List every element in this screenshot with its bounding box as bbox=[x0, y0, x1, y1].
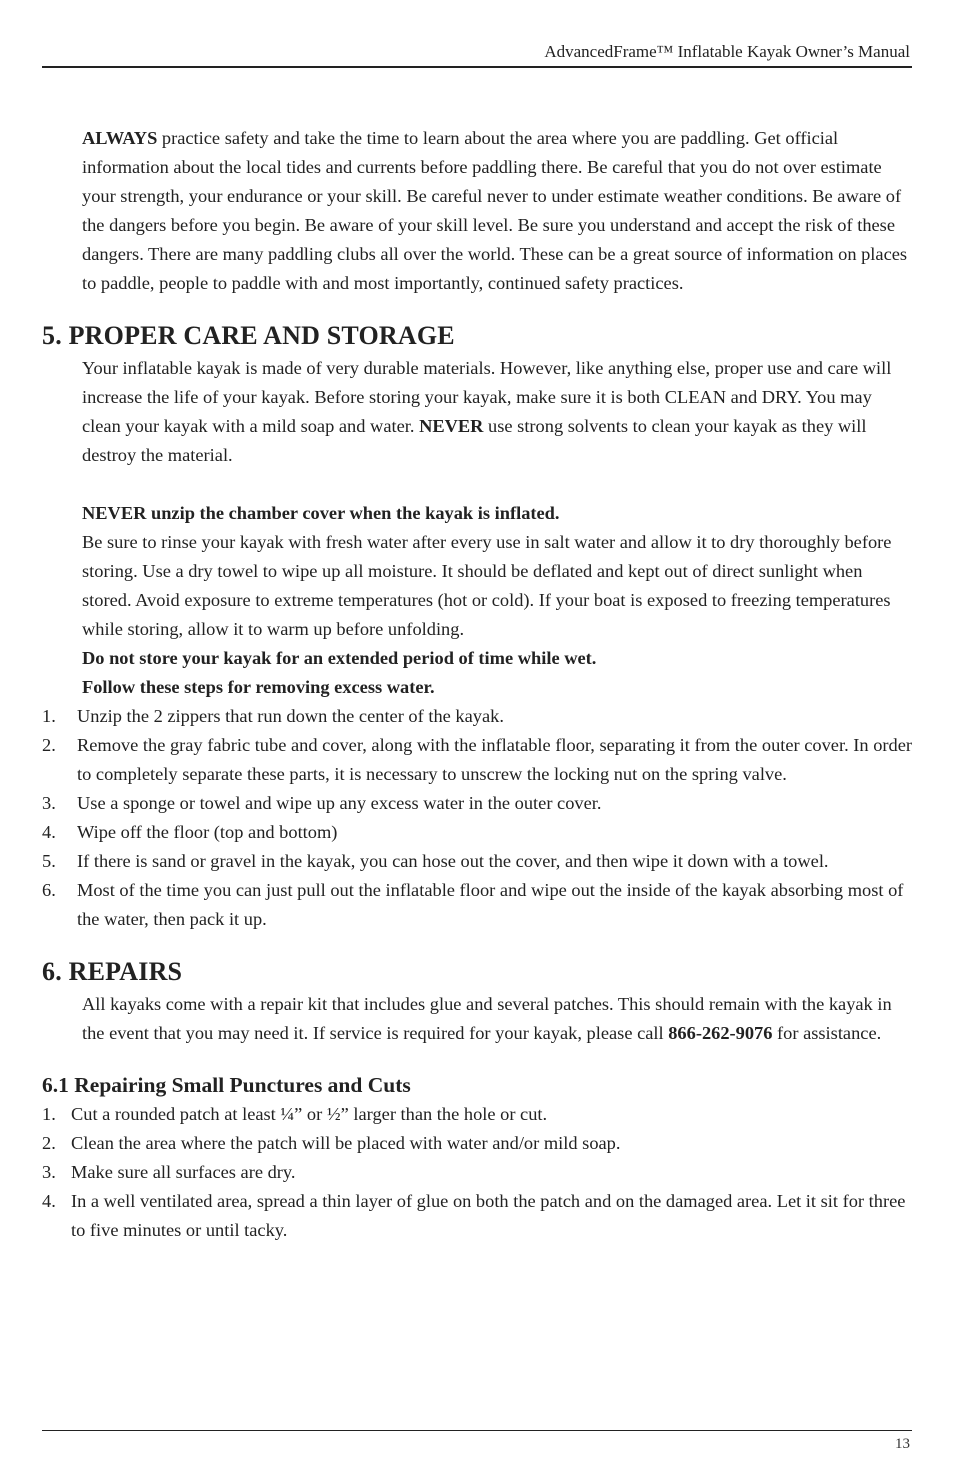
page-number: 13 bbox=[895, 1436, 910, 1452]
section-6-1-heading: 6.1 Repairing Small Punctures and Cuts bbox=[42, 1073, 411, 1097]
section-6-heading: 6. REPAIRS bbox=[42, 957, 183, 986]
repairs-paragraph bbox=[82, 990, 914, 1048]
step-number: 1. bbox=[42, 1104, 56, 1124]
chamber-warning bbox=[82, 499, 914, 528]
step-text: Cut a rounded patch at least ¼” or ½” larger than the hole or cut. bbox=[71, 1104, 548, 1124]
list-item bbox=[42, 702, 914, 731]
list-item bbox=[42, 1158, 914, 1187]
step-text: Make sure all surfaces are dry. bbox=[71, 1162, 296, 1182]
safety-paragraph bbox=[82, 124, 914, 298]
step-number: 2. bbox=[42, 735, 56, 755]
step-number: 2. bbox=[42, 1133, 56, 1153]
wet-storage-warning-text: Do not store your kayak for an extended period of time while wet. bbox=[82, 648, 597, 668]
repairs-text-start: All kayaks come with a repair kit that includes glue and several patches. This should remain with the kayak in the event that you may need it. If service is required for your kayak, please call bbox=[82, 994, 892, 1043]
step-text: Remove the gray fabric tube and cover, along with the inflatable floor, separating it from the outer cover. In order to completely separate these parts, it is necessary to unscrew the locking nut on the spring valve. bbox=[77, 735, 912, 784]
step-text: Use a sponge or towel and wipe up any excess water in the outer cover. bbox=[77, 793, 602, 813]
section-5-heading: 5. PROPER CARE AND STORAGE bbox=[42, 321, 455, 350]
step-text: If there is sand or gravel in the kayak, you can hose out the cover, and then wipe it down with a towel. bbox=[77, 851, 829, 871]
rinse-paragraph: Be sure to rinse your kayak with fresh water after every use in salt water and allow it to dry thoroughly before storing. Use a dry towel to wipe up all moisture. It should be deflated and kept out of direct sunlight when stored. Avoid exposure to extreme temperatures (hot or cold). If your boat is exposed to freezing temperatures while storing, allow it to warm up before unfolding. bbox=[82, 532, 892, 639]
care-text-end: use strong solvents to clean your kayak as they will destroy the material. bbox=[82, 416, 867, 465]
always-lead: ALWAYS bbox=[82, 128, 158, 148]
puncture-repair-steps bbox=[42, 1100, 914, 1245]
repairs-text-end: for assistance. bbox=[772, 1023, 882, 1043]
service-phone: 866-262-9076 bbox=[668, 1023, 773, 1043]
steps-intro-text: Follow these steps for removing excess water. bbox=[82, 677, 435, 697]
step-number: 3. bbox=[42, 1162, 56, 1182]
step-text: Most of the time you can just pull out the inflatable floor and wipe out the inside of the kayak absorbing most of the water, then pack it up. bbox=[77, 880, 904, 929]
header-rule bbox=[42, 66, 912, 68]
steps-intro bbox=[82, 673, 914, 702]
list-item bbox=[42, 1129, 914, 1158]
step-text: Unzip the 2 zippers that run down the center of the kayak. bbox=[77, 706, 504, 726]
chamber-warning-text: NEVER unzip the chamber cover when the kayak is inflated. bbox=[82, 503, 560, 523]
list-item bbox=[42, 876, 914, 934]
spacer bbox=[42, 470, 914, 499]
running-header: AdvancedFrame™ Inflatable Kayak Owner’s Manual bbox=[544, 42, 910, 61]
step-number: 4. bbox=[42, 822, 56, 842]
list-item bbox=[42, 731, 914, 789]
step-text: Clean the area where the patch will be placed with water and/or mild soap. bbox=[71, 1133, 621, 1153]
never-emphasis: NEVER bbox=[419, 416, 484, 436]
step-number: 3. bbox=[42, 793, 56, 813]
list-item bbox=[42, 789, 914, 818]
safety-text: practice safety and take the time to learn about the area where you are paddling. Get official information about the local tides and currents before paddling there. Be careful that you do not over estimate your strength, your endurance or your skill. Be careful never to under estimate weather conditions. Be aware of the dangers before you begin. Be aware of your skill level. Be sure you understand and accept the risk of these dangers. There are many paddling clubs all over the world. These can be a great source of information on places to paddle, people to paddle with and most importantly, continued safety practices. bbox=[82, 128, 908, 293]
step-text: In a well ventilated area, spread a thin layer of glue on both the patch and on the damaged area. Let it sit for three to five minutes or until tacky. bbox=[71, 1191, 906, 1240]
step-number: 5. bbox=[42, 851, 56, 871]
page-body bbox=[42, 124, 914, 1245]
list-item bbox=[42, 847, 914, 876]
water-removal-steps bbox=[42, 702, 914, 934]
step-number: 4. bbox=[42, 1191, 56, 1211]
footer-rule bbox=[42, 1430, 912, 1431]
care-paragraph bbox=[82, 354, 914, 470]
list-item bbox=[42, 1187, 914, 1245]
list-item bbox=[42, 1100, 914, 1129]
step-text: Wipe off the floor (top and bottom) bbox=[77, 822, 338, 842]
wet-storage-warning bbox=[82, 644, 914, 673]
step-number: 6. bbox=[42, 880, 56, 900]
step-number: 1. bbox=[42, 706, 56, 726]
care-text-start: Your inflatable kayak is made of very durable materials. However, like anything else, proper use and care will increase the life of your kayak. Before storing your kayak, make sure it is both CLEAN and DRY. You may clean your kayak with a mild soap and water. bbox=[82, 358, 892, 436]
list-item bbox=[42, 818, 914, 847]
